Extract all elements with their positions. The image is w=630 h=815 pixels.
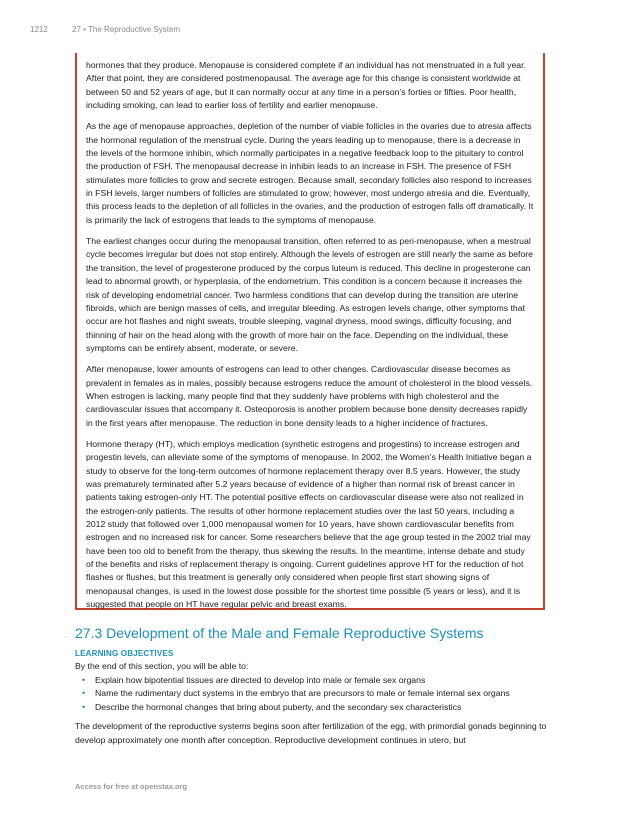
section-title: 27.3 Development of the Male and Female Reproductive Systems (75, 625, 484, 641)
bullet-icon: • (82, 674, 86, 685)
objective-item (82, 701, 555, 715)
section-body-text: The development of the reproductive systems begins soon after fertilization of the egg, with primordial gonads beginning to develop approximately one month after conception. Reproductive development continues in utero, but (75, 721, 547, 745)
feature-box (75, 53, 545, 610)
box-paragraph: After menopause, lower amounts of estrogens can lead to other changes. Cardiovascular disease becomes as prevalent in females as in males, possibly because estrogens reduce the amount of cholesterol in the blood vessels. When estrogen is lacking, many people find that they suddenly have problems with high cholesterol and the cardiovascular issues that accompany it. Osteoporosis is another problem because bone density decreases rapidly in the first years after menopause. The reduction in bone density leads to a higher incidence of fractures. (86, 364, 533, 428)
box-paragraph: hormones that they produce. Menopause is considered complete if an individual has not menstruated in a full year. After that point, they are considered postmenopausal. The average age for this change is consistent worldwide at between 50 and 52 years of age, but it can normally occur at any time in a person’s forties or fifties. Poor health, including smoking, can lead to earlier loss of fertility and earlier menopause. (86, 60, 526, 111)
objective-text: Name the rudimentary duct systems in the embryo that are precursors to male or female internal sex organs (95, 688, 510, 698)
section-27-3 (75, 623, 555, 747)
objective-item (82, 687, 555, 701)
objectives-list (75, 674, 555, 715)
chapter-title: 27 • The Reproductive System (72, 25, 181, 34)
bullet-icon: • (82, 688, 86, 698)
objectives-intro: By the end of this section, you will be able to: (75, 661, 249, 671)
box-paragraph: As the age of menopause approaches, depletion of the number of viable follicles in the ovaries due to atresia affects the hormonal regulation of the menstrual cycle. During the years leading up to menopause, there is a decrease in the levels of the hormone inhibin, which normally participates in a negative feedback loop to the pituitary to control the production of FSH. The menopausal decrease in inhibin leads to an increase in FSH. The presence of FSH stimulates more follicles to grow and secrete estrogen. Because small, secondary follicles also respond to increases in FSH levels, larger numbers of follicles are stimulated to grow; however, most undergo atresia and die. Eventually, this process leads to the depletion of all follicles in the ovaries, and the production of estrogen falls off dramatically. It is primarily the lack of estrogens that leads to the symptoms of menopause. (86, 121, 534, 225)
objective-text: Explain how bipotential tissues are directed to develop into male or female sex organs (95, 674, 426, 685)
box-paragraph: Hormone therapy (HT), which employs medication (synthetic estrogens and progestins) to increase estrogen and progestin levels, can alleviate some of the symptoms of menopause. In 2002, the Women’s Health Initiative began a study to observe for the long-term outcomes of hormone replacement therapy over 8.5 years. However, the study was prematurely terminated after 5.2 years because of evidence of a higher than normal risk of breast cancer in patients taking estrogen-only HT. The potential positive effects on cardiovascular disease were also not realized in the estrogen-only patients. The results of other hormone replacement studies over the last 50 years, including a 2012 study that followed over 1,000 menopausal women for 10 years, have shown cardiovascular benefits from estrogen and no increased risk for cancer. Some researchers believe that the age group tested in the 2002 trial may have been too old to benefit from the therapy, thus skewing the results. In the meantime, intense debate and study of the benefits and risks of replacement therapy is ongoing. Current guidelines approve HT for the reduction of hot flashes or flushes, but this treatment is generally only considered when people first start showing signs of menopausal changes, is used in the lowest dose possible for the shortest time possible (5 years or less), and it is suggested that people on HT have regular pelvic and breast exams. (86, 438, 532, 610)
objective-text: Describe the hormonal changes that bring about puberty, and the secondary sex characteristics (95, 701, 462, 712)
page-header (30, 25, 180, 34)
objective-item (82, 674, 555, 688)
page-number: 1212 (30, 25, 48, 34)
learning-objectives-heading: LEARNING OBJECTIVES (75, 649, 174, 658)
box-paragraph: The earliest changes occur during the menopausal transition, often referred to as peri-menopause, when a mestrual cycle becomes irregular but does not stop entirely. Although the levels of estrogen are still nearly the same as before the transition, the level of progesterone produced by the corpus luteum is reduced. This decline in progesterone can lead to abnormal growth, or hyperplasia, of the endometrium. This condition is a concern because it increases the risk of developing endometrial cancer. Two harmless conditions that can develop during the transition are uterine fibroids, which are benign masses of cells, and irregular bleeding. As estrogen levels change, other symptoms that occur are hot flashes and night sweats, trouble sleeping, vaginal dryness, mood swings, difficulty focusing, and thinning of hair on the head along with the growth of more hair on the face. Depending on the individual, these symptoms can be entirely absent, moderate, or severe. (86, 236, 534, 353)
bullet-icon: • (82, 701, 86, 712)
footer-link[interactable]: Access for free at openstax.org (75, 782, 188, 791)
